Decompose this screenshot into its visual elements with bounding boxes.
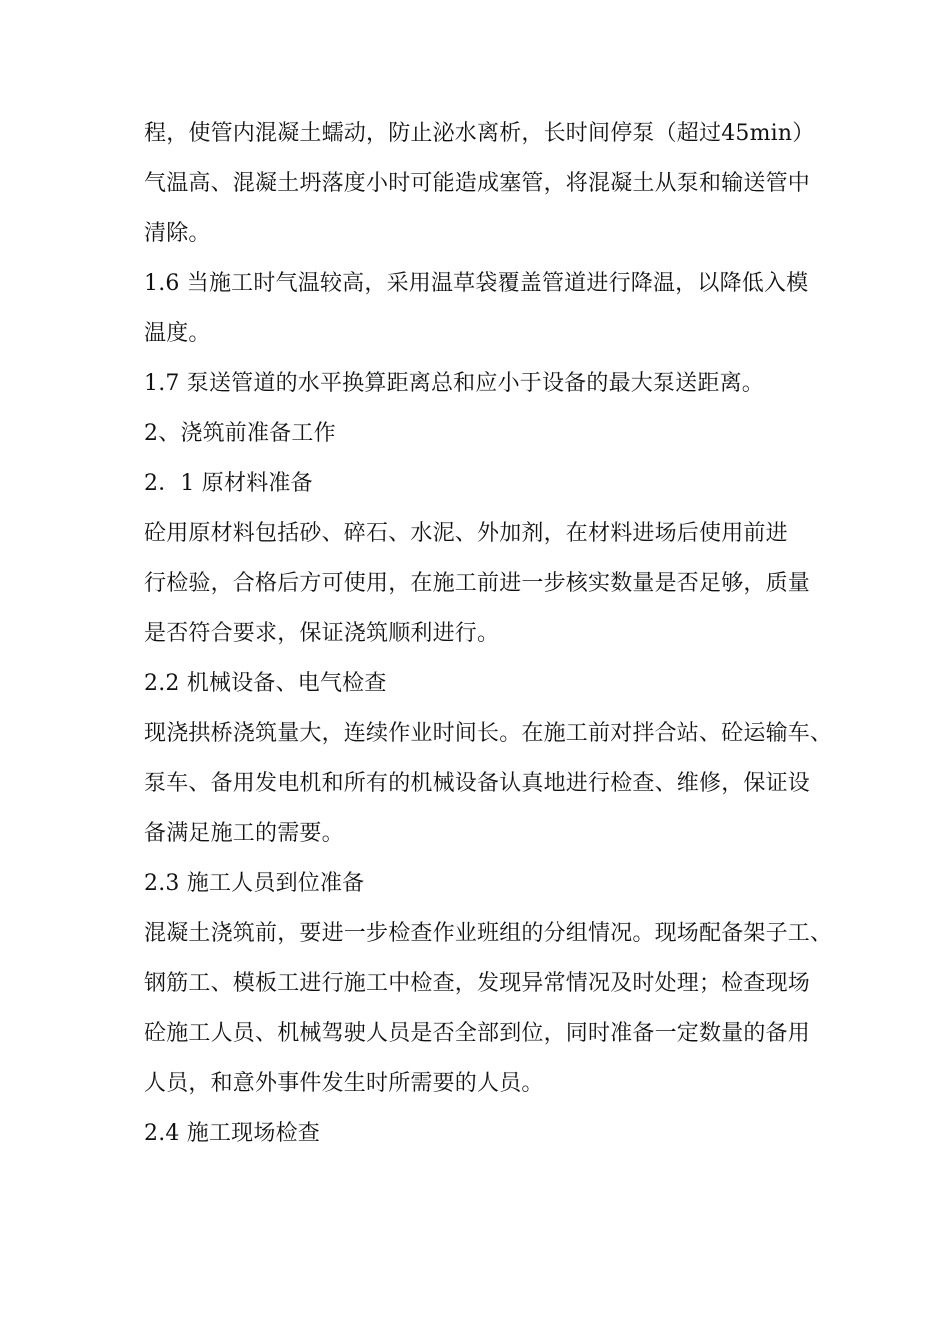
text-line: 现浇拱桥浇筑量大，连续作业时间长。在施工前对拌合站、砼运输车、 bbox=[144, 721, 833, 746]
text-line: 砼施工人员、机械驾驶人员是否全部到位，同时准备一定数量的备用 bbox=[144, 1021, 811, 1046]
text-line: 温度。 bbox=[144, 321, 211, 346]
text-line: 气温高、混凝土坍落度小时可能造成塞管，将混凝土从泵和输送管中 bbox=[144, 171, 811, 196]
text-line: 混凝土浇筑前，要进一步检查作业班组的分组情况。现场配备架子工、 bbox=[144, 921, 833, 946]
section-2-2-heading: 2.2 机械设备、电气检查 bbox=[144, 671, 387, 696]
text-line: 清除。 bbox=[144, 221, 211, 246]
text-line: 程，使管内混凝土蠕动，防止泌水离析，长时间停泵（超过45min） bbox=[144, 121, 815, 146]
text-line: 砼用原材料包括砂、碎石、水泥、外加剂，在材料进场后使用前进 bbox=[144, 521, 788, 546]
text-line: 行检验，合格后方可使用，在施工前进一步核实数量是否足够，质量 bbox=[144, 571, 811, 596]
section-1-7-line: 1.7 泵送管道的水平换算距离总和应小于设备的最大泵送距离。 bbox=[144, 371, 764, 396]
text-line: 人员，和意外事件发生时所需要的人员。 bbox=[144, 1071, 544, 1096]
text-line: 是否符合要求，保证浇筑顺利进行。 bbox=[144, 621, 500, 646]
text-line: 泵车、备用发电机和所有的机械设备认真地进行检查、维修，保证设 bbox=[144, 771, 811, 796]
section-2-heading: 2、浇筑前准备工作 bbox=[144, 421, 336, 446]
section-1-6-line: 1.6 当施工时气温较高，采用温草袋覆盖管道进行降温，以降低入模 bbox=[144, 271, 809, 296]
section-2-1-heading: 2．1 原材料准备 bbox=[144, 471, 313, 496]
text-line: 备满足施工的需要。 bbox=[144, 821, 344, 846]
text-line: 钢筋工、模板工进行施工中检查，发现异常情况及时处理；检查现场 bbox=[144, 971, 811, 996]
section-2-3-heading: 2.3 施工人员到位准备 bbox=[144, 871, 365, 896]
section-2-4-heading: 2.4 施工现场检查 bbox=[144, 1121, 320, 1146]
